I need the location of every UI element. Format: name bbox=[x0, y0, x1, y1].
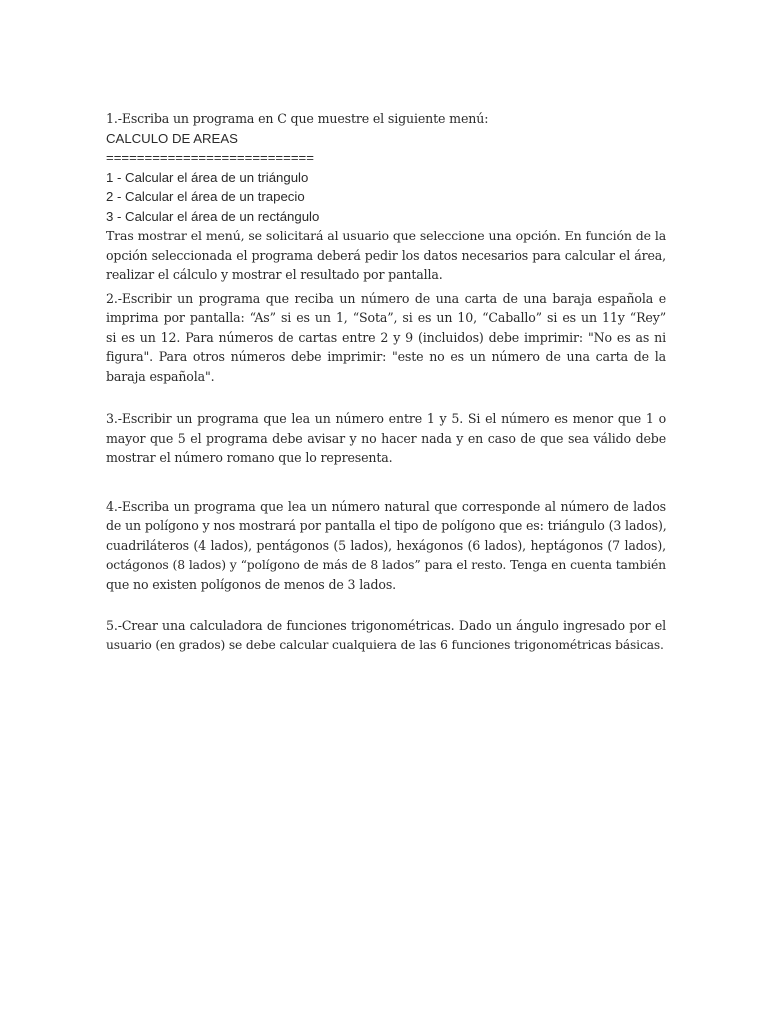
menu-option-triangle: 1 - Calcular el área de un triángulo bbox=[106, 169, 309, 185]
exercise-2-text-line: figura". Para otros números debe imprimir: "este no es un número de una carta de la bbox=[106, 349, 666, 364]
exercise-4-text-line: cuadriláteros (4 lados), pentágonos (5 lados), hexágonos (6 lados), heptágonos (7 lados), bbox=[106, 537, 666, 553]
exercise-4-text-line: de un polígono y nos mostrará por pantalla el tipo de polígono que es: triángulo (3 lados), bbox=[106, 518, 667, 533]
exercise-2-text-line: imprima por pantalla: “As” si es un 1, “Sota”, si es un 10, “Caballo” si es un 11y “Rey” bbox=[106, 310, 666, 325]
menu-option-rectangle: 3 - Calcular el área de un rectángulo bbox=[106, 208, 320, 224]
document-page bbox=[106, 109, 666, 655]
exercise-3 bbox=[106, 409, 666, 468]
exercise-2 bbox=[106, 289, 666, 387]
exercise-1-text-line: Tras mostrar el menú, se solicitará al usuario que seleccione una opción. En función de la bbox=[106, 228, 666, 243]
menu-separator: =========================== bbox=[106, 150, 314, 165]
exercise-1-text-line: realizar el cálculo y mostrar el resultado por pantalla. bbox=[106, 267, 443, 282]
exercise-5 bbox=[106, 616, 666, 655]
menu-option-trapezoid: 2 - Calcular el área de un trapecio bbox=[106, 189, 305, 204]
exercise-5-text-line: 5.-Crear una calculadora de funciones trigonométricas. Dado un ángulo ingresado por el bbox=[106, 618, 666, 633]
exercise-2-text-line: si es un 12. Para números de cartas entre 2 y 9 (incluidos) debe imprimir: "No es as ni bbox=[106, 329, 666, 345]
exercise-5-text-line: usuario (en grados) se debe calcular cualquiera de las 6 funciones trigonométricas básicas. bbox=[106, 637, 664, 652]
exercise-4-text-line: 4.-Escriba un programa que lea un número natural que corresponde al número de lados bbox=[106, 498, 666, 514]
exercise-4 bbox=[106, 497, 666, 595]
exercise-3-text-line: 3.-Escribir un programa que lea un número entre 1 y 5. Si el número es menor que 1 o bbox=[106, 411, 666, 426]
exercise-2-text-line: baraja española". bbox=[106, 368, 215, 384]
exercise-2-text-line: 2.-Escribir un programa que reciba un número de una carta de una baraja española e bbox=[106, 290, 666, 306]
exercise-3-text-line: mostrar el número romano que lo representa. bbox=[106, 450, 393, 465]
exercise-4-text-line: que no existen polígonos de menos de 3 lados. bbox=[106, 576, 397, 592]
exercise-3-text-line: mayor que 5 el programa debe avisar y no hacer nada y en caso de que sea válido debe bbox=[106, 430, 666, 446]
menu-title: CALCULO DE AREAS bbox=[106, 130, 238, 146]
exercise-4-text-line: octágonos (8 lados) y “polígono de más de 8 lados” para el resto. Tenga en cuenta también bbox=[106, 557, 666, 572]
exercise-1-text-line: opción seleccionada el programa deberá pedir los datos necesarios para calcular el área, bbox=[106, 247, 666, 263]
exercise-1-heading: 1.-Escriba un programa en C que muestre el siguiente menú: bbox=[106, 111, 489, 126]
exercise-1 bbox=[106, 109, 666, 285]
